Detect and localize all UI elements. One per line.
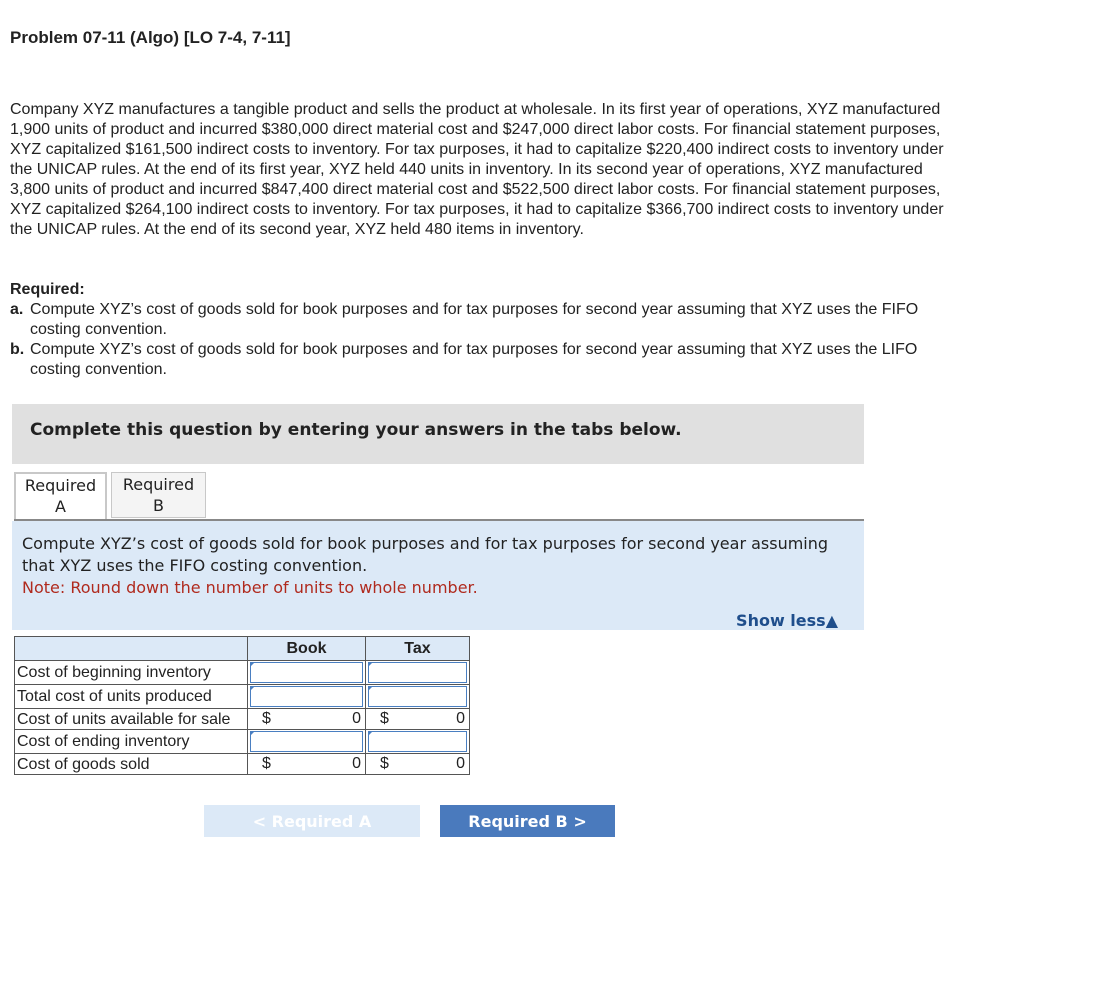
- currency-symbol: $: [380, 755, 389, 772]
- cogs-book-value: [248, 755, 365, 773]
- tab-label-line2: A: [55, 497, 66, 516]
- answer-table: [14, 636, 470, 775]
- required-item-text: Compute XYZ’s cost of goods sold for book purposes and for tax purposes for second year assuming that XYZ uses the LIFO costing convention.: [30, 341, 918, 378]
- value-text: 0: [456, 710, 465, 727]
- required-item-text: Compute XYZ’s cost of goods sold for book purposes and for tax purposes for second year assuming that XYZ uses the FIFO costing convention.: [30, 301, 919, 338]
- tab-label-line2: B: [153, 496, 164, 515]
- question-text-block: [22, 533, 852, 599]
- units-produced-book-input[interactable]: [250, 686, 363, 707]
- row-label: Total cost of units produced: [15, 685, 248, 709]
- required-item-b: [10, 340, 960, 380]
- currency-symbol: $: [262, 710, 271, 727]
- value-text: 0: [352, 755, 361, 772]
- question-panel: [12, 521, 864, 630]
- tax-cell: [366, 709, 470, 730]
- header-blank: [15, 637, 248, 661]
- required-item-label: a.: [10, 301, 24, 318]
- tab-label-line1: Required: [122, 475, 195, 494]
- rounding-note: Note: Round down the number of units to whole number.: [22, 578, 478, 597]
- tax-cell: [366, 661, 470, 685]
- instructions-bar: [12, 404, 864, 464]
- table-row: [15, 709, 470, 730]
- page-title: Problem 07-11 (Algo) [LO 7-4, 7-11]: [10, 28, 291, 47]
- instructions-text: Complete this question by entering your answers in the tabs below.: [30, 420, 682, 440]
- value-text: 0: [352, 710, 361, 727]
- ending-inventory-tax-input[interactable]: [368, 731, 467, 752]
- required-section: [10, 280, 960, 380]
- row-label: Cost of ending inventory: [15, 730, 248, 754]
- beginning-inventory-book-input[interactable]: [250, 662, 363, 683]
- cogs-tax-value: [366, 755, 469, 773]
- row-label: Cost of beginning inventory: [15, 661, 248, 685]
- tax-cell: [366, 685, 470, 709]
- required-heading: Required:: [10, 281, 85, 298]
- table-row: [15, 730, 470, 754]
- show-less-toggle[interactable]: Show less▲: [736, 611, 838, 630]
- available-book-value: [248, 710, 365, 728]
- previous-required-a-button[interactable]: < Required A: [204, 805, 420, 837]
- tax-cell: [366, 754, 470, 775]
- book-cell: [248, 754, 366, 775]
- row-label: Cost of units available for sale: [15, 709, 248, 730]
- book-cell: [248, 709, 366, 730]
- next-required-b-button[interactable]: Required B >: [440, 805, 615, 837]
- required-item-a: [10, 300, 960, 340]
- value-text: 0: [456, 755, 465, 772]
- currency-symbol: $: [380, 710, 389, 727]
- question-text: Compute XYZ’s cost of goods sold for book purposes and for tax purposes for second year assuming that XYZ uses the FIFO costing convention.: [22, 534, 829, 575]
- book-cell: [248, 730, 366, 754]
- tab-label-line1: Required: [24, 476, 97, 495]
- table-row: [15, 685, 470, 709]
- tab-required-a[interactable]: [14, 472, 107, 520]
- currency-symbol: $: [262, 755, 271, 772]
- ending-inventory-book-input[interactable]: [250, 731, 363, 752]
- available-tax-value: [366, 710, 469, 728]
- book-cell: [248, 685, 366, 709]
- header-book: Book: [248, 637, 366, 661]
- book-cell: [248, 661, 366, 685]
- table-header-row: [15, 637, 470, 661]
- table-row: [15, 661, 470, 685]
- table-row: [15, 754, 470, 775]
- beginning-inventory-tax-input[interactable]: [368, 662, 467, 683]
- problem-statement: Company XYZ manufactures a tangible product and sells the product at wholesale. In its first year of operations, XYZ manufactured 1,900 units of product and incurred $380,000 direct material cost and $247,000 direct labor costs. For financial statement purposes, XYZ capitalized $161,500 indirect costs to inventory. For tax purposes, it had to capitalize $220,400 indirect costs to inventory under the UNICAP rules. At the end of its first year, XYZ held 440 units in inventory. In its second year of operations, XYZ manufactured 3,800 units of product and incurred $847,400 direct material cost and $522,500 direct labor costs. For financial statement purposes, XYZ capitalized $264,100 indirect costs to inventory. For tax purposes, it had to capitalize $366,700 indirect costs to inventory under the UNICAP rules. At the end of its second year, XYZ held 480 items in inventory.: [10, 101, 944, 238]
- units-produced-tax-input[interactable]: [368, 686, 467, 707]
- header-tax: Tax: [366, 637, 470, 661]
- row-label: Cost of goods sold: [15, 754, 248, 775]
- tax-cell: [366, 730, 470, 754]
- required-item-label: b.: [10, 341, 25, 358]
- tab-required-b[interactable]: [111, 472, 206, 518]
